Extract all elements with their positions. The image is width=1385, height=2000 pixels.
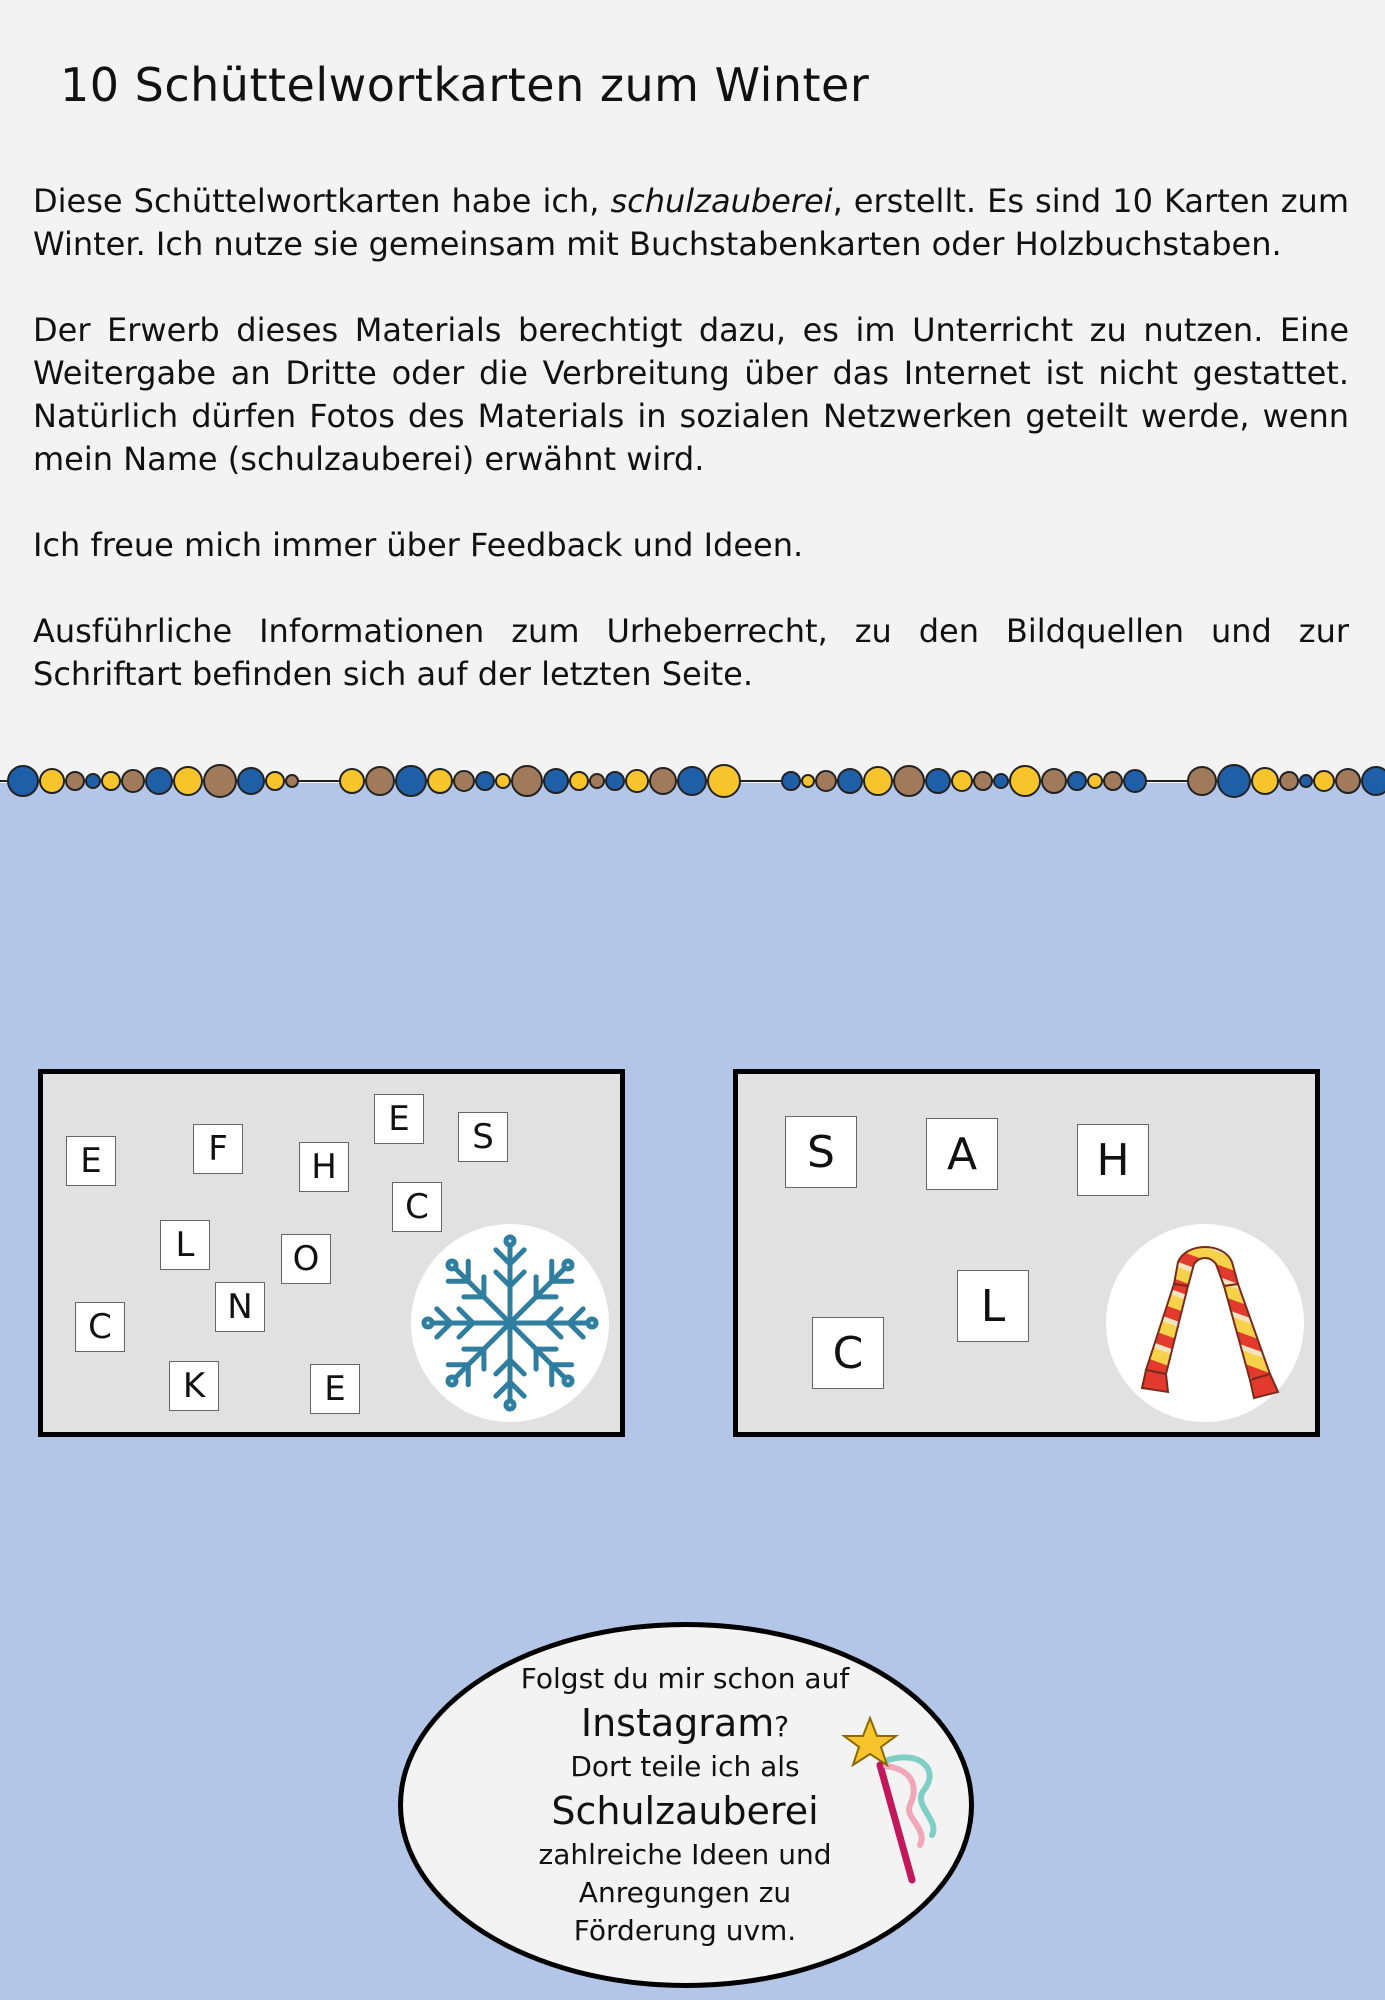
intro-text xyxy=(33,180,1349,739)
snowflake-tip xyxy=(424,1319,432,1327)
letter-tile: S xyxy=(458,1112,508,1162)
bead xyxy=(286,775,298,787)
bead xyxy=(838,769,862,793)
bead xyxy=(1010,766,1040,796)
bead xyxy=(570,772,588,790)
bead xyxy=(204,765,236,797)
bead xyxy=(1280,772,1298,790)
bead xyxy=(994,774,1008,788)
bead xyxy=(174,767,202,795)
bead xyxy=(1362,767,1385,795)
bead xyxy=(476,772,494,790)
bead xyxy=(1188,767,1216,795)
bead xyxy=(86,774,100,788)
instagram-label: Instagram xyxy=(580,1701,775,1745)
intro-section xyxy=(0,0,1385,780)
bead xyxy=(1218,765,1250,797)
bead xyxy=(544,769,568,793)
snowflake-arm xyxy=(452,1323,510,1381)
bead xyxy=(626,770,648,792)
letter-tile: C xyxy=(75,1302,125,1352)
bead xyxy=(1042,769,1066,793)
letter-tile: N xyxy=(215,1282,265,1332)
bead xyxy=(606,772,624,790)
word-card-snowflake xyxy=(38,1069,625,1437)
bead xyxy=(40,769,64,793)
letter-tile: E xyxy=(66,1136,116,1186)
bead xyxy=(366,767,394,795)
bead xyxy=(1300,775,1312,787)
scarf-picture xyxy=(1106,1224,1304,1422)
bead xyxy=(340,769,364,793)
brand-name: schulzauberei xyxy=(610,182,833,220)
schulzauberei-label: Schulzauberei xyxy=(551,1789,819,1833)
bead xyxy=(1104,772,1122,790)
bead xyxy=(816,771,836,791)
bead xyxy=(512,766,542,796)
snowflake-tip xyxy=(564,1261,572,1269)
letter-tile: H xyxy=(299,1142,349,1192)
page-title: 10 Schüttelwortkarten zum Winter xyxy=(60,58,870,112)
snowflake-tip xyxy=(506,1401,514,1409)
bead xyxy=(428,769,452,793)
word-card-scarf xyxy=(733,1069,1320,1437)
bead xyxy=(238,768,264,794)
bead xyxy=(894,766,924,796)
snowflake-icon xyxy=(411,1224,609,1422)
bead xyxy=(1088,774,1102,788)
magic-wand-icon xyxy=(840,1710,960,1890)
bead xyxy=(926,769,950,793)
letter-tile: K xyxy=(169,1361,219,1411)
bead xyxy=(1314,771,1334,791)
bead xyxy=(952,771,972,791)
bead xyxy=(1252,768,1278,794)
letter-tile: A xyxy=(926,1118,998,1190)
bead xyxy=(146,768,172,794)
bead xyxy=(66,772,84,790)
bead xyxy=(122,770,144,792)
bead xyxy=(864,767,892,795)
scarf-icon xyxy=(1106,1224,1304,1422)
intro-paragraph-3: Ich freue mich immer über Feedback und Ideen. xyxy=(33,526,804,564)
letter-tile: L xyxy=(160,1220,210,1270)
letter-tile: C xyxy=(812,1317,884,1389)
letter-tile: C xyxy=(392,1182,442,1232)
letter-tile: O xyxy=(281,1234,331,1284)
bead xyxy=(1336,769,1360,793)
letter-tile: E xyxy=(310,1364,360,1414)
bead xyxy=(8,766,38,796)
bead xyxy=(590,774,604,788)
letter-tile: H xyxy=(1077,1124,1149,1196)
bead xyxy=(1124,770,1146,792)
bead xyxy=(266,772,284,790)
snowflake-picture xyxy=(411,1224,609,1422)
intro-paragraph-2: Der Erwerb dieses Materials berechtigt dazu, es im Unterricht zu nutzen. Eine Weitergabe an Dritte oder die Verbreitung über das Internet ist nicht gestattet. Natürlich dürfen Fotos des Materials in sozialen Netzwerken geteilt werde, wenn mein Name (schulzauberei) erwähnt wird. xyxy=(33,311,1349,478)
bead-garland xyxy=(0,755,1385,815)
bead xyxy=(650,768,676,794)
bead xyxy=(708,765,740,797)
letter-tile: F xyxy=(193,1124,243,1174)
snowflake-tip xyxy=(448,1261,456,1269)
bead xyxy=(396,766,426,796)
bead xyxy=(974,772,992,790)
bead xyxy=(782,772,800,790)
letter-tile: S xyxy=(785,1116,857,1188)
bead xyxy=(102,772,120,790)
intro-paragraph-4: Ausführliche Informationen zum Urheberrecht, zu den Bildquellen und zur Schriftart befinden sich auf der letzten Seite. xyxy=(33,612,1349,693)
intro-paragraph-1: Diese Schüttelwortkarten habe ich, schulzauberei, erstellt. Es sind 10 Karten zum Winter. Ich nutze sie gemeinsam mit Buchstabenkarten oder Holzbuchstaben. xyxy=(33,182,1349,263)
letter-tile: E xyxy=(374,1094,424,1144)
snowflake-arm xyxy=(510,1323,568,1381)
snowflake-tip xyxy=(588,1319,596,1327)
snowflake-tip xyxy=(448,1377,456,1385)
bead xyxy=(678,767,706,795)
bead xyxy=(454,771,474,791)
snowflake-arm xyxy=(452,1265,510,1323)
snowflake-tip xyxy=(506,1237,514,1245)
bead xyxy=(496,774,510,788)
instagram-promo-text: Folgst du mir schon auf Instagram? Dort teile ich als Schulzauberei zahlreiche Ideen und Anregungen zu Förderung uvm. xyxy=(460,1660,910,1950)
snowflake-arm xyxy=(510,1265,568,1323)
letter-tile: L xyxy=(957,1270,1029,1342)
snowflake-tip xyxy=(564,1377,572,1385)
bead xyxy=(802,775,814,787)
bead xyxy=(1068,772,1086,790)
